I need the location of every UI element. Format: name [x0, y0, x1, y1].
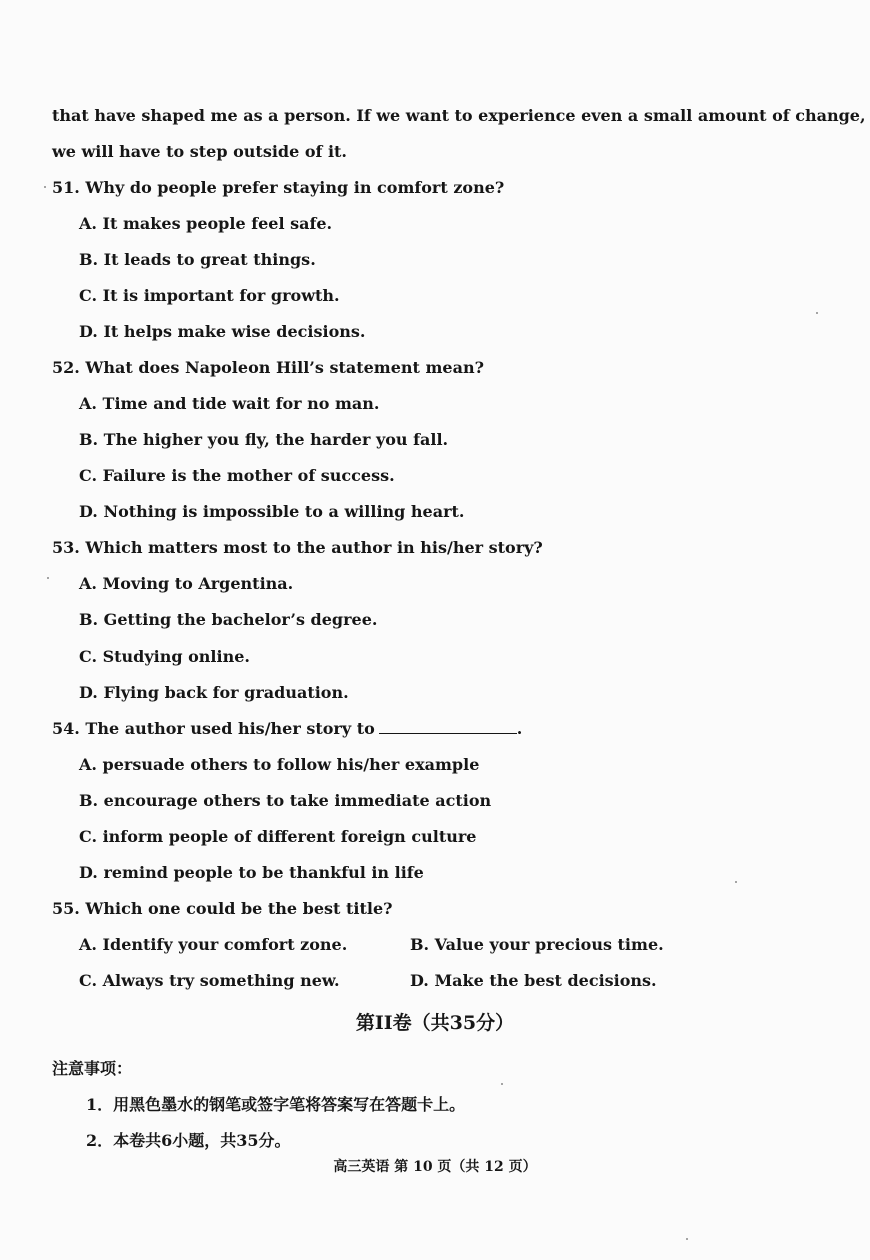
- question-54-stem: [52, 719, 522, 739]
- question-52-option-d: D. Nothing is impossible to a willing heart.: [79, 502, 465, 521]
- question-53-stem: 53. Which matters most to the author in his/her story?: [52, 538, 543, 557]
- note-2: 2．本卷共6小题，共35分。: [86, 1131, 291, 1150]
- question-55-option-b: B. Value your precious time.: [410, 935, 664, 954]
- question-54-option-c: C. inform people of different foreign culture: [79, 827, 477, 846]
- question-51-option-c: C. It is important for growth.: [79, 286, 340, 305]
- question-52-option-c: C. Failure is the mother of success.: [79, 466, 395, 485]
- question-51-stem: 51. Why do people prefer staying in comfort zone?: [52, 178, 505, 197]
- question-53-option-a: A. Moving to Argentina.: [79, 574, 294, 593]
- question-54-stem-end: .: [516, 719, 523, 738]
- passage-line-1: that have shaped me as a person. If we want to experience even a small amount of change,: [52, 106, 866, 125]
- question-55-option-d: D. Make the best decisions.: [410, 971, 657, 990]
- question-55-option-c: C. Always try something new.: [79, 971, 340, 990]
- answer-blank: [379, 720, 517, 734]
- scan-speck: [47, 577, 49, 579]
- question-53-option-c: C. Studying online.: [79, 647, 250, 666]
- notes-heading: 注意事项：: [52, 1059, 133, 1078]
- question-51-option-a: A. It makes people feel safe.: [79, 214, 333, 233]
- question-54-option-b: B. encourage others to take immediate action: [79, 791, 492, 810]
- question-55-stem: 55. Which one could be the best title?: [52, 899, 393, 918]
- scan-speck: [686, 1238, 688, 1240]
- question-53-option-b: B. Getting the bachelor’s degree.: [79, 610, 378, 629]
- question-52-option-b: B. The higher you fly, the harder you fall.: [79, 430, 449, 449]
- question-55-option-a: A. Identify your comfort zone.: [79, 935, 348, 954]
- question-54-stem-text: 54. The author used his/her story to: [52, 719, 375, 738]
- scan-speck: [44, 186, 46, 188]
- question-54-option-a: A. persuade others to follow his/her example: [79, 755, 480, 774]
- question-54-option-d: D. remind people to be thankful in life: [79, 863, 424, 882]
- scan-speck: [501, 1083, 503, 1085]
- question-52-option-a: A. Time and tide wait for no man.: [79, 394, 380, 413]
- scan-speck: [735, 881, 737, 883]
- passage-line-2: we will have to step outside of it.: [52, 142, 347, 161]
- scan-speck: [816, 312, 818, 314]
- page-footer: 高三英语 第 10 页（共 12 页）: [333, 1159, 537, 1175]
- note-1: 1．用黑色墨水的钢笔或签字笔将答案写在答题卡上。: [86, 1095, 466, 1114]
- section-title: 第II卷（共35分）: [355, 1012, 515, 1034]
- question-51-option-d: D. It helps make wise decisions.: [79, 322, 366, 341]
- question-52-stem: 52. What does Napoleon Hill’s statement mean?: [52, 358, 484, 377]
- question-53-option-d: D. Flying back for graduation.: [79, 683, 349, 702]
- question-51-option-b: B. It leads to great things.: [79, 250, 316, 269]
